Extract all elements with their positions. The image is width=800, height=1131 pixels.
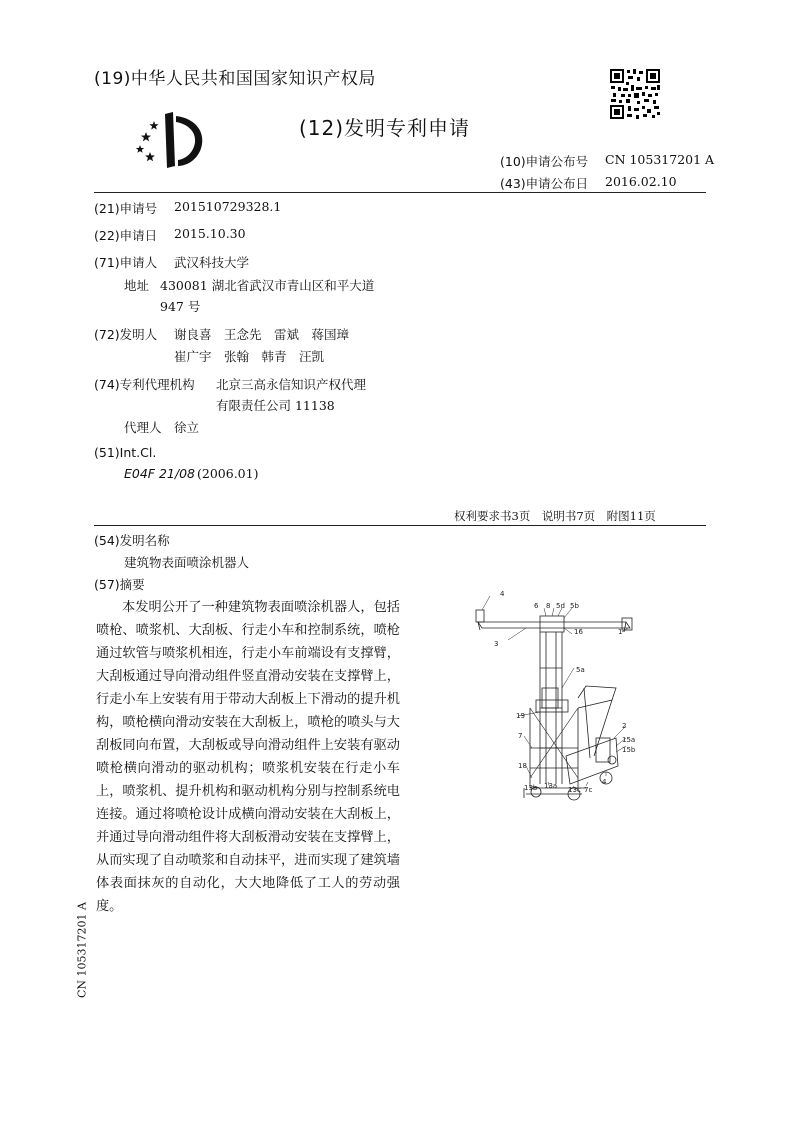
figure-label: 16	[574, 628, 583, 636]
filing-date: 2015.10.30	[174, 226, 246, 241]
app-no-label: (21)申请号	[94, 201, 158, 216]
agency-line1: 北京三高永信知识产权代理	[216, 377, 367, 392]
filing-date-label: (22)申请日	[94, 228, 158, 243]
applicant-label: (71)申请人	[94, 255, 158, 270]
agent: 徐立	[174, 420, 200, 435]
figure-label: 13c	[568, 786, 581, 794]
applicant: 武汉科技大学	[174, 255, 250, 270]
abstract-body	[96, 596, 400, 918]
figure-label: 4	[500, 590, 505, 598]
figure-label: 3	[494, 640, 499, 648]
agent-label: 代理人	[124, 420, 162, 435]
ipc-code: E04F 21/08	[124, 466, 195, 481]
figure-label: 5b	[570, 602, 579, 610]
figure-label: 13a	[544, 782, 558, 790]
figure-label: 5d	[556, 602, 565, 610]
pub-no-label: (10)申请公布号	[500, 154, 589, 169]
qr-code-icon	[609, 68, 661, 120]
address-label: 地址	[124, 278, 150, 293]
figure-label: 7c	[584, 786, 593, 794]
agency-line2: 有限责任公司 11138	[216, 398, 335, 413]
address-line2: 947 号	[160, 299, 201, 314]
figure-label: 8	[546, 602, 551, 610]
figure-label: 6	[534, 602, 539, 610]
pub-date: 2016.02.10	[605, 174, 677, 189]
pub-no: CN 105317201 A	[605, 152, 715, 167]
page-counts: 权利要求书3页 说明书7页 附图11页	[454, 509, 656, 523]
figure-label: 7	[518, 732, 523, 740]
abstract-rule	[94, 525, 706, 526]
title-label: (54)发明名称	[94, 533, 170, 548]
int-cl-label: (51)Int.Cl.	[94, 445, 157, 460]
side-pub-no-text: CN 105317201 A	[75, 902, 89, 998]
figure-label: 15a	[622, 736, 636, 744]
sipo-logo-icon	[132, 108, 210, 172]
figure-label: 1	[618, 628, 623, 636]
address-line1: 430081 湖北省武汉市青山区和平大道	[160, 278, 375, 293]
inventors-label: (72)发明人	[94, 327, 158, 342]
figure-label: 2	[622, 722, 627, 730]
header-rule	[94, 192, 706, 193]
ipc-date: (2006.01)	[197, 466, 259, 481]
app-no: 201510729328.1	[174, 199, 282, 214]
abstract-label: (57)摘要	[94, 577, 145, 592]
inventors-line2: 崔广宇 张翰 韩青 汪凯	[174, 349, 325, 364]
figure-label: 4	[602, 778, 607, 786]
abstract-paragraph: 本发明公开了一种建筑物表面喷涂机器人，包括喷枪、喷浆机、大刮板、行走小车和控制系统，喷枪通过软管与喷浆机相连，行走小车前端设有支撑臂，大刮板通过导向滑动组件竖直滑动安装在支撑臂上，行走小车上安装有用于带动大刮板上下滑动的提升机构，喷枪横向滑动安装在大刮板上，喷枪的喷头与大刮板同向布置，大刮板或导向滑动组件上安装有驱动喷枪横向滑动的驱动机构；喷浆机安装在行走小车上，喷浆机、提升机构和驱动机构分别与控制系统电连接。通过将喷枪设计成横向滑动安装在大刮板上，并通过导向滑动组件将大刮板滑动安装在支撑臂上，从而实现了自动喷浆和自动抹平，进而实现了建筑墙体表面抹灰的自动化，大大地降低了工人的劳动强度。	[96, 600, 400, 914]
side-pub-no	[72, 900, 92, 1000]
office-name: (19)中华人民共和国国家知识产权局	[94, 69, 376, 89]
invention-title: 建筑物表面喷涂机器人	[124, 555, 250, 570]
figure-label: 15b	[622, 746, 636, 754]
figure-label: 5a	[576, 666, 585, 674]
document-type: (12)发明专利申请	[299, 116, 471, 140]
figure-label: 19	[516, 712, 525, 720]
pub-date-label: (43)申请公布日	[500, 176, 589, 191]
inventors-line1: 谢良喜 王念先 雷斌 蒋国璋	[174, 327, 350, 342]
agency-label: (74)专利代理机构	[94, 377, 195, 392]
figure-label: 13b	[524, 784, 538, 792]
figure-label: 18	[518, 762, 527, 770]
robot-drawing	[466, 588, 652, 810]
